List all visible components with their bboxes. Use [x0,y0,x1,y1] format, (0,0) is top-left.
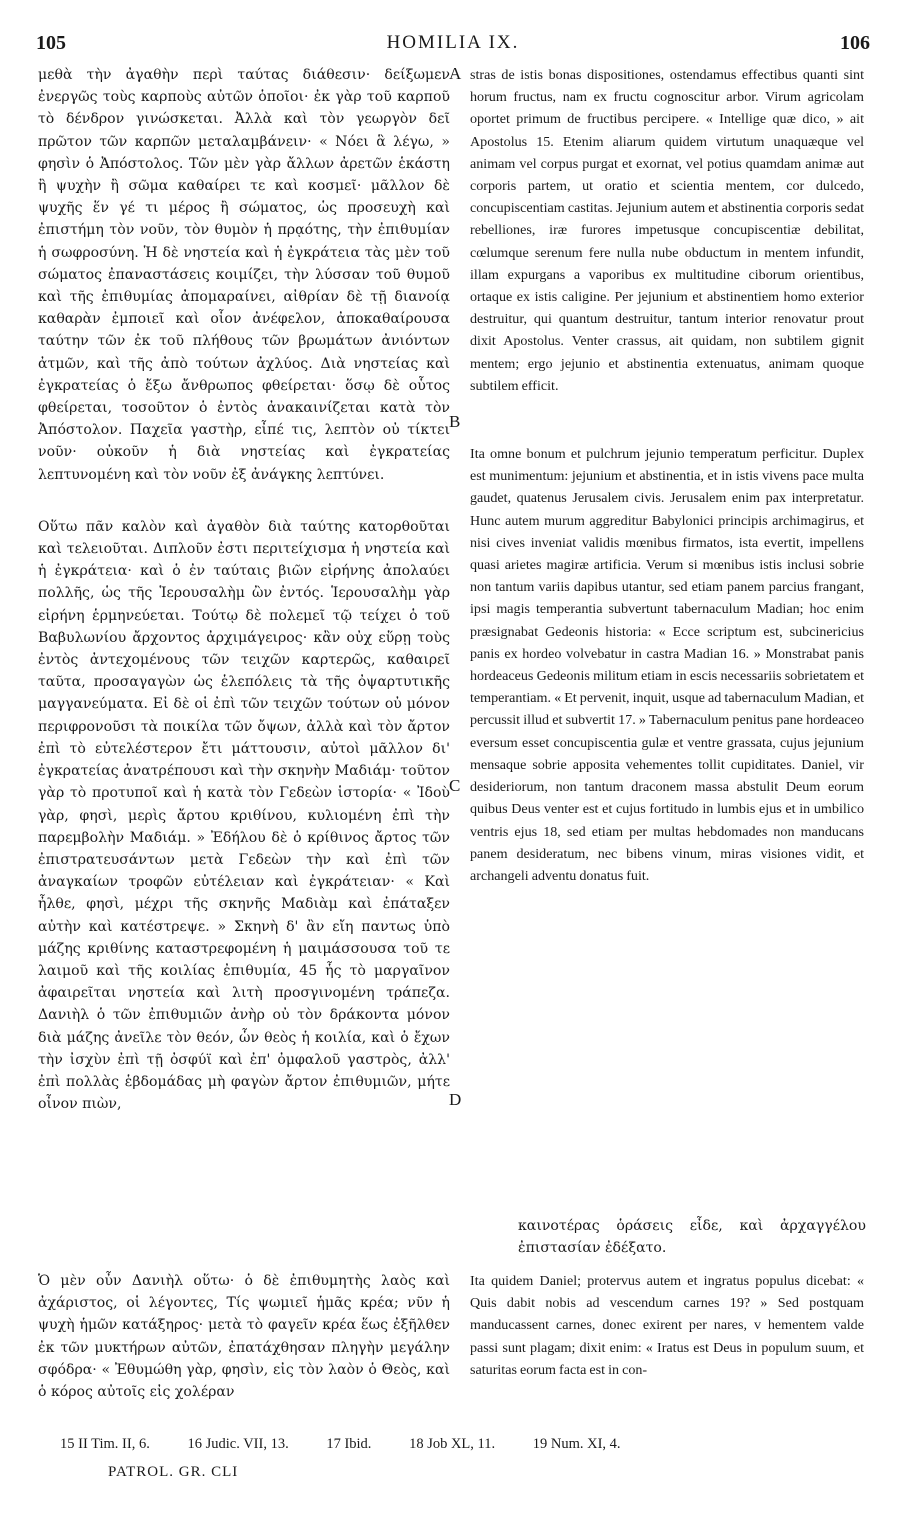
section-marker-b: B [449,412,461,431]
footnote: 16 Judic. VII, 13. [187,1436,289,1452]
footnote: 18 Job XL, 11. [409,1436,496,1452]
footnote: 15 II Tim. II, 6. [60,1436,150,1452]
greek-tail-text: καινοτέρας ὁράσεις εἶδε, καὶ ἀρχαγγέλου ἐπιστασίαν ἐδέξατο. [518,1218,866,1257]
page-number-left: 105 [36,32,66,54]
section-marker-c: C [449,776,461,795]
greek-paragraph-2: Οὕτω πᾶν καλὸν καὶ ἀγαθὸν διὰ ταύτης κατορθοῦται καὶ τελειοῦται. Διπλοῦν ἐστι περιτείχισμα ἡ νηστεία καὶ ἡ ἐγκράτεια· καὶ ὁ ἐν ταύταις βιῶν εἰρήνης ἀπολαύει πολλῆς, ὡς τῆς Ἱερουσαλὴμ ὢν ἐντός. Ἱερουσαλὴμ γὰρ εἰρήνη ἑρμηνεύεται. Τούτῳ δὲ πολεμεῖ τῷ τείχει ὁ τοῦ Βαβυλωνίου ἄρχοντος ἀρχιμάγειρος· κἂν οὐχ εὕρῃ τοὺς ἐντὸς ἀντεχομένους τῶν τειχῶν καρτερῶς, καθαιρεῖ ταῦτα, προσαγαγὼν ὡς ἑλεπόλεις τὰ τῆς ὀψαρτυτικῆς μαγγανεύματα. Εἰ δὲ οἱ ἐπὶ τῶν τειχῶν τούτων οὐ μόνον περιφρονοῦσι τὰ ποικίλα τῶν ὄψων, ἀλλὰ καὶ τὸν ἄρτον ἐπὶ τὸ εὐτελέστερον ἔτι μάττουσιν, αὐτοὶ μᾶλλον δι' ἐγκρατείας ἀνατρέπουσι καὶ τὴν σκηνὴν Μαδιάμ· τοῦτον γὰρ τὸ προτυποῖ καὶ ἡ κατὰ τὸν Γεδεὼν ἱστορία· « Ἰδοὺ γὰρ, φησὶ, μερὶς ἄρτου κριθίνου, κυλιομένη ἐπὶ τὴν παρεμβολὴν Μαδιάμ. » Ἐδήλου δὲ ὁ κρίθινος ἄρτος τῶν ἐπιστρατευσάντων μετὰ Γεδεὼν τὴν καὶ ἐπὶ τῶν ἀναγκαίων τροφῶν εὐτέλειαν καὶ ἐγκράτειαν· « Καὶ ἦλθε, φησὶ, μέχρι τῆς σκηνῆς Μαδιὰμ καὶ ἐπάταξεν αὐτὴν καὶ κατέστρεψε. » Σκηνὴ δ' ἂν εἴη παντως ὑπὸ μάζης κριθίνης καταστρεφομένη ἡ μαιμάσσουσα τοῦ τε λαιμοῦ καὶ τῆς κοιλίας ἐπιθυμία, 45 ἧς τὸ μαργαῖνον ἀφαιρεῖται νηστεία καὶ λιτὴ προσγινομένη τράπεζα. Δανιὴλ ὁ τῶν ἐπιθυμιῶν ἀνὴρ οὐ τὸν δράκοντα μόνον διὰ μάζης ἀνεῖλε τὸν θεόν, ὧν θεὸς ἡ κοιλία, καὶ ὁ ἔχων τὴν ἰσχὺν ἐπὶ τῇ ὀσφύϊ καὶ ἐπ' ὀμφαλοῦ γαστρὸς, ἀλλ' ἐπὶ πολλὰς ἑβδομάδας μὴ φαγὼν ἄρτον ἐπιθυμιῶν, μήτε οἶνον πιὼν, [38,518,450,1113]
volume-signature: PATROL. GR. CLI [108,1464,239,1480]
page-number-right: 106 [840,32,870,54]
latin-paragraph-1: stras de istis bonas dispositiones, ostendamus effectibus quanti sint horum fructus, nam ex fructu cognoscitur arbor. Virum agricolam oportet primum de fructibus percipere. « Intellige quæ dico, » ait Apostolus 15. Etenim aliarum quidem virtutum unaquæque vel animam vel corpus purgat et exornat, vel potius quamdam animæ aut corporis partem, ut oratio et scientia mentem, cor dulcedo, concupiscentiam castitas. Jejunium autem et abstinentia corporis sedat rebelliones, iræ furores impetusque concupiscentiæ debilitat, cœlumque serenum fere nulla nube obductum in mentem infundit, illam expurgans a vaporibus ex multitudine ciborum orientibus, ortaque ex istis caligine. Per jejunium et abstinentiem homo exterior destruitur, qui quantum destruitur, tantum interior renovatur prout dixit Apostolus. Venter crassus, ait quidam, non subtilem gignit mentem; ergo jejunio et abstinentia extenuatus, animam quoque subtilem efficit. [470,67,864,394]
greek-paragraph-3: Ὁ μὲν οὖν Δανιὴλ οὕτω· ὁ δὲ ἐπιθυμητὴς λαὸς καὶ ἀχάριστος, οἱ λέγοντες, Τίς ψωμιεῖ ἡμᾶς κρέα; νῦν ἡ ψυχὴ ἡμῶν κατάξηρος· μετὰ τὸ φαγεῖν κρέα ἕως ἐξῆλθεν ἐκ τῶν μυκτήρων αὐτῶν, ἐπατάχθησαν πληγὴν μεγάλην σφόδρα· « Ἐθυμώθη γὰρ, φησὶν, εἰς τὸν λαὸν ὁ Θεὸς, καὶ ὁ κόρος αὐτοῖς εἰς χολέραν [38,1273,450,1401]
footnote: 17 Ibid. [326,1436,372,1452]
latin-paragraph-3: Ita quidem Daniel; protervus autem et ingratus populus dicebat: « Quis dabit nobis ad vescendum carnes 19? » Sed postquam manducassent carnes, donec exirent per nares, v hementem valde passi sunt plagam; dixit enim: « Iratus est Deus in populum suum, et saturitas eorum facta est in con- [470,1273,864,1378]
running-title: HOMILIA IX. [386,32,520,53]
section-marker-a: A [449,64,462,83]
greek-paragraph-1: μεθὰ τὴν ἀγαθὴν περὶ ταύτας διάθεσιν· δείξωμεν ἐνεργῶς τοὺς καρποὺς αὐτῶν ὁποῖοι· ἐκ γὰρ τοῦ καρποῦ τὸ δένδρον γινώσκεται. Ἀλλὰ καὶ τὸν γεωργὸν δεῖ πρῶτον τῶν καρπῶν μεταλαμβάνειν· « Νόει ἃ λέγω, » φησὶν ὁ Ἀπόστολος. Τῶν μὲν γὰρ ἄλλων ἀρετῶν ἑκάστη ἢ ψυχὴν ἢ σῶμα καθαίρει τε καὶ κοσμεῖ· μᾶλλον δὲ ψυχῆς ἕν γέ τι μέρος ἢ σώματος, ὡς προσευχὴ καὶ ἐπιστήμη τὸν νοῦν, τὸν θυμὸν ἡ πρᾳότης, τὴν ἐπιθυμίαν ἡ σωφροσύνη. Ἡ δὲ νηστεία καὶ ἡ ἐγκράτεια τὰς μὲν τοῦ σώματος ἐπαναστάσεις κοιμίζει, τὴν λύσσαν τοῦ θυμοῦ καὶ τῆς ἐπιθυμίας ἀπομαραίνει, αἰθρίαν δὲ τῇ διανοίᾳ καθαρὰν ἐμποιεῖ καὶ οἷον ἀνέφελον, ἀποκαθαίρουσα ταύτην τῶν ἐκ τοῦ πλήθους τῶν βρωμάτων ἀνιόντων ἀτμῶν, καὶ τῆς ἀπὸ τούτων ἀχλύος. Διὰ νηστείας καὶ ἐγκρατείας ὁ ἔξω ἄνθρωπος φθείρεται· ὅσῳ δὲ οὗτος φθείρεται, τοσοῦτον ὁ ἐντὸς ἀνακαινίζεται κατὰ τὸν Ἀπόστολον. Παχεῖα γαστὴρ, εἶπέ τις, λεπτὸν οὐ τίκτει νοῦν· οὐκοῦν ἡ διὰ νηστείας καὶ ἐγκρατείας λεπτυνομένη καὶ τὸν νοῦν ἐξ ἀνάγκης λεπτύνει. [38,67,450,483]
greek-tail-line [38,1215,866,1259]
greek-column [38,64,450,1115]
greek-column-bottom [38,1270,450,1403]
section-marker-d: D [449,1090,462,1109]
latin-column-bottom [470,1270,864,1381]
footnote: 19 Num. XI, 4. [532,1436,621,1452]
footnotes [60,1436,860,1453]
latin-column [470,64,864,887]
page-header [36,32,870,62]
latin-paragraph-2: Ita omne bonum et pulchrum jejunio temperatum perficitur. Duplex est munimentum: jejunium et abstinentia, et in istis vivens pace multa gaudet, quatenus Jerusalem civis. Jerusalem enim pax interpretatur. Hunc autem murum aggreditur Babylonici principis archimagirus, et nisi cives inveniat validis mœnibus firmatos, ista evertit, impellens quasi arietes magiræ artificia. Verum si mœnibus istis inclusi sobrie non tantum variis dapibus utantur, sed etiam panem parcius frangant, ipsi magis temperantia subvertunt tabernaculum Madian; hoc enim præsignabat Gedeonis historia: « Ecce scriptum est, subcinericius panis ex hordeo volvebatur in castra Madian 16. » Monstrabat panis hordeaceus Gedeonis militum etiam in escis necessariis sobrietatem et temperantiam. « Et pervenit, inquit, usque ad tabernaculum Madian, et percussit illud et subvertit 17. » Tabernaculum penitus pane hordeaceo eversum esset concupiscentia gulæ et ventre grassata, cujus jejunium mensaque sobrie apposita vehementes tollit cupiditates. Daniel, vir desideriorum, non tantum draconem massa abstulit Deum eorum quibus Deus venter est et cujus fortitudo in lumbis ejus et in umbilico ventris ejus 18, sed etiam per multas hebdomades non manducans panem desideratum, nec bibens vinum, miras visiones vidit, et archangeli adventu donatus fuit. [470,446,864,884]
